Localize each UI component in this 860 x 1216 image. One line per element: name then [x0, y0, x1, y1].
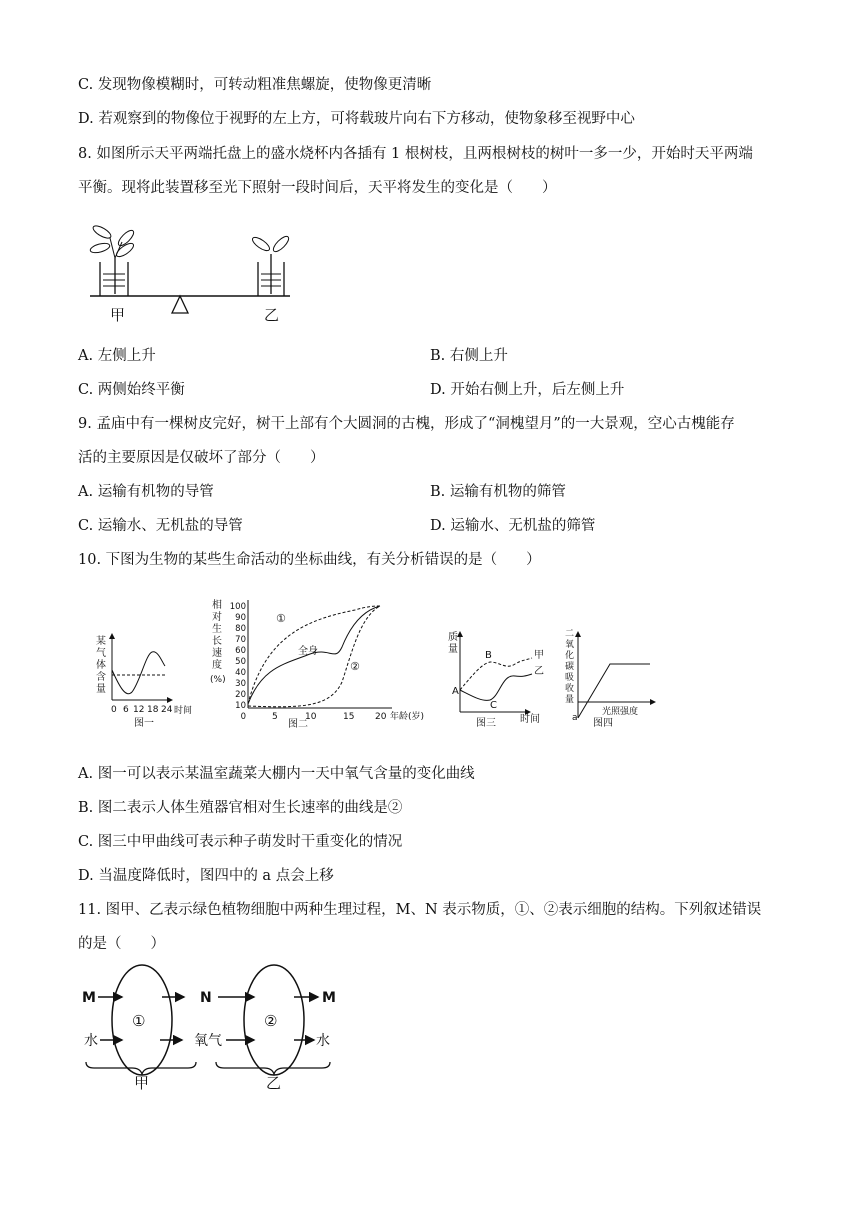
graph-2 [210, 598, 424, 730]
q10-option-d: D. 当温度降低时，图四中的 a 点会上移 [78, 868, 334, 884]
q8-option-d: D. 开始右侧上升，后左侧上升 [430, 382, 625, 398]
svg-text:100: 100 [229, 602, 246, 612]
svg-text:吸: 吸 [565, 673, 575, 683]
q11-stem-line1: 11. 图甲、乙表示绿色植物细胞中两种生理过程，M、N 表示物质，①、②表示细胞的结构。下列叙述错误 [78, 902, 762, 918]
q7-option-c: C. 发现物像模糊时，可转动粗准焦螺旋，使物像更清晰 [78, 77, 432, 93]
svg-text:图一: 图一 [134, 718, 154, 729]
svg-text:生: 生 [212, 624, 222, 635]
svg-text:50: 50 [235, 657, 246, 667]
svg-text:某: 某 [96, 636, 106, 647]
svg-text:氧: 氧 [565, 640, 575, 650]
q9-option-d: D. 运输水、无机盐的筛管 [430, 518, 596, 534]
q8-option-a: A. 左侧上升 [78, 348, 156, 364]
svg-text:70: 70 [235, 635, 246, 645]
svg-text:12: 12 [133, 705, 145, 715]
svg-text:C: C [490, 700, 497, 711]
svg-text:体: 体 [96, 660, 106, 671]
svg-text:40: 40 [235, 668, 246, 678]
output-water: 水 [316, 1033, 330, 1049]
svg-text:A: A [452, 686, 459, 697]
q11-stem-line2: 的是（ ） [78, 936, 165, 952]
svg-text:20: 20 [235, 690, 246, 700]
graph-3 [448, 630, 544, 729]
svg-text:6: 6 [123, 705, 129, 715]
svg-text:气: 气 [96, 648, 106, 659]
svg-text:图二: 图二 [288, 719, 308, 730]
q8-stem-line2: 平衡。现将此装置移至光下照射一段时间后，天平将发生的变化是（ ） [78, 180, 557, 196]
brace-jia [86, 1062, 196, 1074]
svg-text:②: ② [350, 660, 360, 673]
svg-text:光照强度: 光照强度 [602, 707, 639, 717]
svg-text:度: 度 [212, 660, 222, 671]
q9-stem-line1: 9. 孟庙中有一棵树皮完好，树干上部有个大圆洞的古槐，形成了“洞槐望月”的一大景观，空心古槐能存 [78, 416, 735, 432]
svg-text:20: 20 [375, 712, 387, 722]
svg-text:90: 90 [235, 613, 246, 623]
structure-2-label: ② [264, 1012, 278, 1030]
q9-option-a: A. 运输有机物的导管 [78, 484, 214, 500]
q8-stem-line1: 8. 如图所示天平两端托盘上的盛水烧杯内各插有 1 根树枝，且两根树枝的树叶一多一少，开始时天平两端 [78, 146, 753, 162]
svg-text:含: 含 [96, 672, 106, 683]
graph-4 [565, 629, 655, 729]
input-m: M [82, 990, 96, 1006]
q10-option-b: B. 图二表示人体生殖器官相对生长速率的曲线是② [78, 800, 403, 816]
svg-text:乙: 乙 [534, 666, 544, 677]
right-branch-few-leaves [251, 234, 291, 254]
left-beaker [100, 258, 128, 296]
svg-text:量: 量 [448, 644, 458, 655]
q9-option-b: B. 运输有机物的筛管 [430, 484, 566, 500]
svg-text:收: 收 [565, 684, 575, 694]
svg-text:甲: 甲 [534, 650, 544, 661]
label-jia: 甲 [110, 306, 126, 324]
svg-text:15: 15 [343, 712, 355, 722]
svg-text:化: 化 [565, 651, 575, 661]
svg-text:30: 30 [235, 679, 246, 689]
svg-text:(%): (%) [210, 675, 226, 685]
q8-option-c: C. 两侧始终平衡 [78, 382, 185, 398]
svg-text:图三: 图三 [476, 718, 496, 729]
label-jia: 甲 [134, 1074, 150, 1090]
input-water: 水 [84, 1033, 98, 1049]
svg-text:相: 相 [212, 600, 222, 611]
svg-text:5: 5 [272, 712, 278, 722]
q9-stem-line2: 活的主要原因是仅破坏了部分（ ） [78, 450, 325, 466]
svg-text:对: 对 [212, 612, 222, 623]
svg-text:二: 二 [565, 629, 575, 639]
output-m: M [322, 990, 336, 1006]
svg-text:年龄(岁): 年龄(岁) [390, 712, 425, 722]
q9-option-c: C. 运输水、无机盐的导管 [78, 518, 243, 534]
q7-option-d: D. 若观察到的物像位于视野的左上方，可将载玻片向右下方移动，使物象移至视野中心 [78, 111, 635, 127]
svg-text:0: 0 [240, 712, 246, 722]
label-yi: 乙 [266, 1074, 282, 1090]
q10-option-c: C. 图三中甲曲线可表示种子萌发时干重变化的情况 [78, 834, 403, 850]
svg-text:碳: 碳 [565, 662, 575, 672]
q10-option-a: A. 图一可以表示某温室蔬菜大棚内一天中氧气含量的变化曲线 [78, 766, 475, 782]
svg-text:时间: 时间 [520, 714, 540, 725]
input-oxygen: 氧气 [194, 1033, 222, 1049]
svg-text:10: 10 [305, 712, 317, 722]
structure-1-label: ① [132, 1012, 146, 1030]
svg-text:图四: 图四 [593, 718, 613, 729]
q10-graphs-figure [90, 592, 670, 736]
svg-text:B: B [485, 650, 492, 661]
svg-text:18: 18 [147, 705, 159, 715]
q8-option-b: B. 右侧上升 [430, 348, 508, 364]
svg-text:长: 长 [212, 636, 222, 647]
svg-text:10: 10 [235, 701, 246, 711]
q11-cell-process-figure [78, 960, 358, 1090]
input-n: N [200, 990, 212, 1006]
left-branch-many-leaves [89, 224, 136, 259]
svg-text:全身: 全身 [298, 646, 318, 657]
q8-balance-figure [80, 218, 300, 328]
graph-1 [96, 634, 192, 729]
svg-text:质: 质 [448, 632, 458, 643]
svg-text:①: ① [276, 612, 286, 625]
right-beaker [258, 254, 284, 296]
svg-text:80: 80 [235, 624, 246, 634]
svg-text:速: 速 [212, 648, 222, 659]
balance-fulcrum [172, 296, 188, 313]
svg-text:量: 量 [565, 695, 575, 705]
svg-text:60: 60 [235, 646, 246, 656]
label-yi: 乙 [264, 306, 280, 324]
svg-text:a: a [572, 713, 578, 723]
brace-yi [216, 1062, 330, 1074]
q10-stem: 10. 下图为生物的某些生命活动的坐标曲线，有关分析错误的是（ ） [78, 552, 541, 568]
svg-text:0: 0 [111, 705, 117, 715]
svg-text:时间: 时间 [174, 706, 193, 716]
svg-text:量: 量 [96, 684, 106, 695]
svg-text:24: 24 [161, 705, 173, 715]
